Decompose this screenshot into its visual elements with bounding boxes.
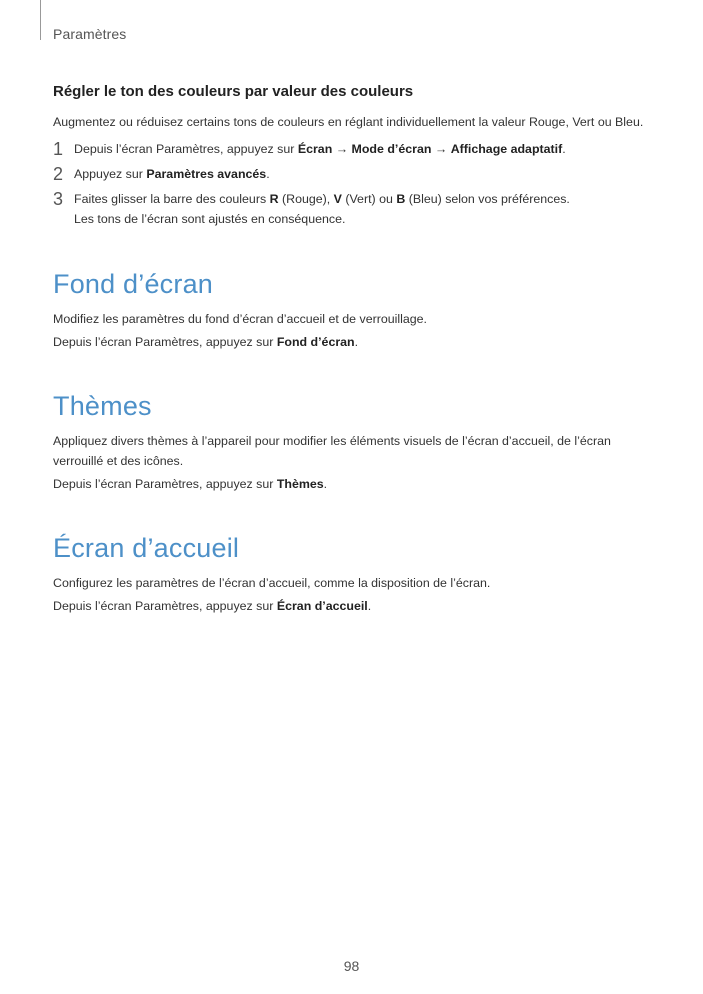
menu-path-item: Écran — [297, 142, 333, 156]
step-3 — [53, 188, 653, 229]
arrow-icon: → — [332, 142, 352, 156]
section-body-home-screen — [53, 573, 653, 616]
step-number: 3 — [53, 189, 64, 209]
section-paragraph: Appliquez divers thèmes à l’appareil pour modifier les éléments visuels de l’écran d’accueil, de l’écran verrouillé et des icônes. — [53, 434, 611, 468]
header-divider — [40, 0, 41, 40]
section-title-themes: Thèmes — [53, 391, 152, 421]
page-content — [53, 80, 653, 616]
subsection-title: Régler le ton des couleurs par valeur des couleurs — [53, 83, 414, 100]
step-2 — [53, 163, 653, 185]
step-number: 1 — [53, 139, 64, 159]
step-text: Appuyez sur Paramètres avancés. — [74, 167, 270, 181]
step-list — [53, 138, 653, 229]
step-1 — [53, 138, 653, 160]
menu-path-item: Paramètres avancés — [146, 167, 267, 181]
menu-path-item: Fond d’écran — [276, 335, 355, 349]
section-paragraph: Modifiez les paramètres du fond d’écran d’accueil et de verrouillage. — [53, 312, 427, 326]
running-header-title: Paramètres — [53, 26, 127, 42]
section-title-home-screen: Écran d’accueil — [53, 533, 240, 563]
subsection-intro: Augmentez ou réduisez certains tons de couleurs en réglant individuellement la valeur Rouge, Vert ou Bleu. — [53, 115, 644, 129]
step-number: 2 — [53, 164, 64, 184]
step-text: Faites glisser la barre des couleurs R (Rouge), V (Vert) ou B (Bleu) selon vos préférences. Les tons de l’écran sont ajustés en conséquence. — [74, 192, 570, 226]
step-followup: Les tons de l’écran sont ajustés en conséquence. — [74, 212, 346, 226]
step-text: Depuis l’écran Paramètres, appuyez sur Écran → Mode d’écran → Affichage adaptatif. — [74, 142, 566, 156]
section-path: Depuis l’écran Paramètres, appuyez sur Thèmes. — [53, 477, 328, 491]
section-title-wallpaper: Fond d’écran — [53, 269, 213, 299]
menu-path-item: Écran d’accueil — [276, 599, 368, 613]
page-number: 98 — [343, 958, 360, 974]
arrow-icon: → — [431, 142, 451, 156]
section-path: Depuis l’écran Paramètres, appuyez sur Fond d’écran. — [53, 335, 359, 349]
section-paragraph: Configurez les paramètres de l’écran d’accueil, comme la disposition de l’écran. — [53, 576, 491, 590]
section-body-wallpaper — [53, 309, 653, 352]
section-body-themes — [53, 431, 653, 494]
menu-path-item: Mode d’écran — [351, 142, 432, 156]
menu-path-item: Thèmes — [276, 477, 324, 491]
menu-path-item: Affichage adaptatif — [450, 142, 563, 156]
section-path: Depuis l’écran Paramètres, appuyez sur Écran d’accueil. — [53, 599, 372, 613]
